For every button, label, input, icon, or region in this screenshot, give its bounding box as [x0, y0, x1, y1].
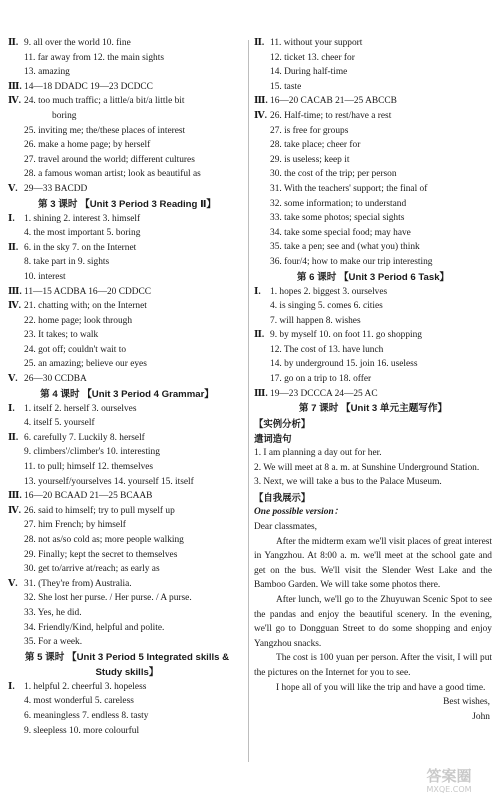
answer-text: 11. without your support: [270, 38, 363, 48]
answer-line: [254, 343, 492, 358]
answer-text: 35. For a week.: [24, 637, 83, 648]
answer-text: 6. meaningless 7. endless 8. tasty: [24, 710, 149, 721]
answer-line: [8, 445, 246, 460]
section-numeral: Ⅱ.: [8, 242, 19, 253]
answer-text: 28. a famous woman artist; look as beautiful as: [24, 169, 201, 180]
answer-text: 29—33 BACDD: [24, 183, 88, 194]
answer-text: 27. travel around the world; different cultures: [24, 154, 195, 165]
answer-line: [8, 153, 246, 168]
answer-text: 1. itself 2. herself 3. ourselves: [24, 403, 137, 414]
answer-line: [8, 138, 246, 153]
answer-text: 1. hopes 2. biggest 3. ourselves: [270, 286, 388, 297]
answer-line: [254, 109, 492, 124]
answer-line: [8, 226, 246, 241]
answer-text: 33. Yes, he did.: [24, 607, 82, 618]
answer-text: boring: [52, 110, 77, 121]
answer-line: [254, 80, 492, 95]
answer-text: 35. take a pen; see and (what you) think: [270, 242, 420, 253]
section-heading: Study skills】: [95, 666, 159, 678]
answer-text: 23. It takes; to walk: [24, 330, 99, 341]
answer-line: [8, 680, 246, 695]
answer-text: 26. make a home page; by herself: [24, 140, 151, 151]
answer-line: [8, 124, 246, 139]
answer-line: [254, 357, 492, 372]
answer-line: [254, 153, 492, 168]
answer-text: 25. an amazing; believe our eyes: [24, 359, 147, 370]
answer-line: [254, 285, 492, 300]
answer-line: [8, 109, 246, 124]
section-numeral: Ⅴ.: [8, 374, 18, 385]
section-heading: 第 6 课时 【Unit 3 Period 6 Task】: [296, 271, 450, 283]
closing: Best wishes,: [443, 697, 490, 708]
answer-line: [254, 197, 492, 212]
answer-text: 33. take some photos; special sights: [270, 213, 405, 224]
answer-line: [8, 621, 246, 636]
answer-text: 32. She lost her purse. / Her purse. / A purse.: [24, 593, 192, 604]
answer-line: [8, 328, 246, 343]
answer-line: [8, 694, 246, 709]
answer-text: 29. Finally; kept the secret to themselves: [24, 549, 178, 560]
answer-text: 14—18 DDADC 19—23 DCDCC: [24, 81, 153, 92]
answer-line: [254, 51, 492, 66]
answer-line: [8, 460, 246, 475]
answer-text: 12. ticket 13. cheer for: [270, 52, 355, 63]
section-numeral: Ⅱ.: [8, 38, 19, 48]
section-numeral: Ⅰ.: [8, 681, 15, 692]
section-numeral: Ⅳ.: [8, 301, 21, 312]
answer-text: 31. (They're from) Australia.: [24, 578, 132, 589]
greeting: Dear classmates,: [254, 522, 317, 533]
answer-text: 4. the most important 5. boring: [24, 228, 141, 239]
answer-line: [254, 65, 492, 80]
answer-line: [8, 562, 246, 577]
answer-line: [8, 182, 246, 197]
answer-line: [8, 489, 246, 504]
answer-text: 4. most wonderful 5. careless: [24, 696, 134, 707]
answer-line: [8, 270, 246, 285]
section-numeral: Ⅰ.: [8, 403, 15, 414]
answer-text: 9. all over the world 10. fine: [24, 38, 131, 48]
answer-text: 11. far away from 12. the main sights: [24, 52, 164, 63]
sentence-tag: 遣词造句: [254, 433, 292, 445]
answer-line: [8, 241, 246, 256]
answer-text: 6. in the sky 7. on the Internet: [24, 242, 137, 253]
section-numeral: Ⅱ.: [254, 38, 265, 48]
answer-line: [8, 372, 246, 387]
section-heading: 第 3 课时 【Unit 3 Period 3 Reading Ⅱ】: [38, 198, 216, 210]
answer-line: [8, 475, 246, 490]
answer-line: [254, 372, 492, 387]
signature: John: [472, 711, 490, 722]
answer-text: 9. climbers'/climber's 10. interesting: [24, 447, 160, 458]
watermark-logo: [406, 764, 492, 794]
answer-text: 26. said to himself; try to pull myself up: [24, 505, 175, 516]
answer-text: 11. to pull; himself 12. themselves: [24, 462, 154, 473]
answer-line: [8, 285, 246, 300]
section-numeral: Ⅲ.: [8, 286, 22, 297]
section-numeral: Ⅲ.: [254, 388, 268, 399]
answer-text: 26. Half-time; to rest/have a rest: [270, 110, 392, 121]
answer-line: [254, 182, 492, 197]
show-tag: 【自我展示】: [254, 492, 311, 504]
answer-text: 13. amazing: [24, 67, 70, 78]
answer-text: 14. by underground 15. join 16. useless: [270, 359, 418, 370]
answer-line: [254, 94, 492, 109]
answer-line: [8, 548, 246, 563]
answer-text: 25. inviting me; the/these places of interest: [24, 125, 186, 136]
answer-line: [254, 226, 492, 241]
answer-text: 1. helpful 2. cheerful 3. hopeless: [24, 681, 147, 692]
answer-text: 1. shining 2. interest 3. himself: [24, 213, 141, 224]
answer-line: [8, 65, 246, 80]
sentence-2: 2. We will meet at 8 a. m. at Sunshine Underground Station.: [254, 462, 480, 473]
answer-line: [8, 504, 246, 519]
answer-text: 16—20 BCAAD 21—25 BCAAB: [24, 491, 153, 502]
section-heading: 第 5 课时 【Unit 3 Period 5 Integrated skills &: [24, 651, 230, 663]
section-numeral: Ⅲ.: [8, 81, 22, 92]
answer-text: 12. The cost of 13. have lunch: [270, 344, 384, 355]
analysis-tag: 【实例分析】: [254, 418, 311, 430]
essay-paragraph-3: The cost is 100 yuan per person. After the visit, I will put the pictures on the Internet for you to see.: [254, 653, 492, 678]
answer-text: 13. yourself/yourselves 14. yourself 15. itself: [24, 476, 194, 487]
answer-line: [254, 167, 492, 182]
answer-text: 4. is singing 5. comes 6. cities: [270, 301, 383, 312]
answer-line: [8, 343, 246, 358]
section-numeral: Ⅲ.: [8, 491, 22, 502]
answer-line: [254, 387, 492, 402]
answer-text: 27. is free for groups: [270, 125, 349, 136]
section-numeral: Ⅳ.: [8, 96, 21, 107]
answer-line: [8, 518, 246, 533]
essay-paragraph-2: After lunch, we'll go to the Zhuyuwan Scenic Spot to see the pandas and enjoy the beautiful scenery. In the evening, we'll go to Dongguan Street to do some shopping and enjoy Yangzhou snacks.: [254, 595, 492, 649]
answer-text: 21. chatting with; on the Internet: [24, 301, 147, 312]
section-numeral: Ⅴ.: [8, 183, 18, 194]
answer-text: 6. carefully 7. Luckily 8. herself: [24, 432, 145, 443]
answer-line: [8, 416, 246, 431]
answer-line: [254, 299, 492, 314]
watermark-subtext: MXQE.COM: [426, 785, 472, 794]
answer-text: 9. by myself 10. on foot 11. go shopping: [270, 330, 422, 341]
answer-line: [8, 255, 246, 270]
answer-line: [8, 94, 246, 109]
section-numeral: Ⅴ.: [8, 578, 18, 589]
answer-line: [8, 36, 246, 51]
answer-line: [8, 724, 246, 739]
answer-text: 11—15 ACDBA 16—20 CDDCC: [24, 286, 152, 297]
section-numeral: Ⅱ.: [254, 330, 265, 341]
answer-text: 15. taste: [270, 81, 302, 92]
essay-paragraph-1: After the midterm exam we'll visit places of great interest in Yangzhou. At 8:00 a. m. we'll meet at the school gate and get on the bus. We'll visit the Slender West Lake and the Bamboo Garden. We will take some photos there.: [254, 536, 492, 591]
answer-line: [8, 606, 246, 621]
answer-text: 26—30 CCDBA: [24, 374, 87, 385]
left-column: [8, 36, 246, 738]
answer-line: [8, 51, 246, 66]
answer-line: [254, 255, 492, 270]
section-numeral: Ⅰ.: [8, 213, 15, 224]
section-numeral: Ⅲ.: [254, 96, 268, 107]
section-numeral: Ⅳ.: [8, 505, 21, 516]
column-divider: [248, 40, 249, 762]
answer-line: [254, 138, 492, 153]
answer-text: 24. got off; couldn't wait to: [24, 344, 127, 355]
answer-text: 10. interest: [24, 271, 66, 282]
answer-text: 32. some information; to understand: [270, 198, 407, 209]
answer-text: 19—23 DCCCA 24—25 AC: [270, 388, 378, 399]
sentence-1: 1. I am planning a day out for her.: [254, 448, 382, 459]
answer-line: [8, 357, 246, 372]
answer-line: [254, 211, 492, 226]
answer-text: 22. home page; look through: [24, 315, 133, 326]
answer-line: [254, 124, 492, 139]
right-answer-lines: [254, 36, 492, 416]
section-numeral: Ⅱ.: [8, 432, 19, 443]
answer-line: [8, 533, 246, 548]
answer-text: 24. too much traffic; a little/a bit/a little bit: [24, 96, 185, 107]
answer-line: [8, 591, 246, 606]
answer-line: [254, 240, 492, 255]
sentence-3: 3. Next, we will take a bus to the Palace Museum.: [254, 477, 442, 488]
answer-text: 14. During half-time: [270, 67, 348, 78]
answer-text: 7. will happen 8. wishes: [270, 315, 361, 326]
answer-line: [8, 212, 246, 227]
answer-line: [254, 314, 492, 329]
answer-text: 28. not as/so cold as; more people walking: [24, 535, 184, 545]
answer-line: [8, 431, 246, 446]
answer-line: [254, 36, 492, 51]
answer-line: [8, 299, 246, 314]
answer-text: 8. take part in 9. sights: [24, 257, 110, 268]
section-heading: 第 4 课时 【Unit 3 Period 4 Grammar】: [40, 388, 214, 400]
answer-text: 9. sleepless 10. more colourful: [24, 725, 140, 736]
answer-line: [8, 635, 246, 650]
right-column: [254, 36, 492, 724]
watermark-text: 答案圈: [426, 767, 472, 785]
answer-text: 4. itself 5. yourself: [24, 418, 95, 429]
answer-text: 29. is useless; keep it: [270, 154, 350, 165]
answer-text: 34. Friendly/Kind, helpful and polite.: [24, 622, 165, 633]
section-numeral: Ⅳ.: [254, 110, 267, 121]
answer-text: 30. get to/arrive at/reach; as early as: [24, 564, 160, 575]
section-heading: 第 7 课时 【Unit 3 单元主题写作】: [298, 403, 448, 415]
answer-text: 36. four/4; how to make our trip interesting: [270, 256, 433, 267]
answer-text: 28. take place; cheer for: [270, 140, 361, 151]
answer-text: 31. With the teachers' support; the final of: [270, 183, 428, 194]
answer-line: [8, 709, 246, 724]
answer-line: [8, 314, 246, 329]
answer-line: [8, 167, 246, 182]
answer-text: 30. the cost of the trip; per person: [270, 169, 397, 180]
answer-line: [8, 577, 246, 592]
answer-line: [8, 402, 246, 417]
section-numeral: Ⅰ.: [254, 286, 261, 297]
answer-text: 16—20 CACAB 21—25 ABCCB: [270, 96, 397, 107]
answer-line: [8, 80, 246, 95]
essay-paragraph-4: I hope all of you will like the trip and have a good time.: [276, 682, 486, 693]
version-label: One possible version：: [254, 507, 344, 518]
answer-text: 17. go on a trip to 18. offer: [270, 374, 372, 385]
answer-line: [254, 328, 492, 343]
answer-text: 34. take some special food; may have: [270, 227, 411, 238]
answer-text: 27. him French; by himself: [24, 520, 126, 531]
